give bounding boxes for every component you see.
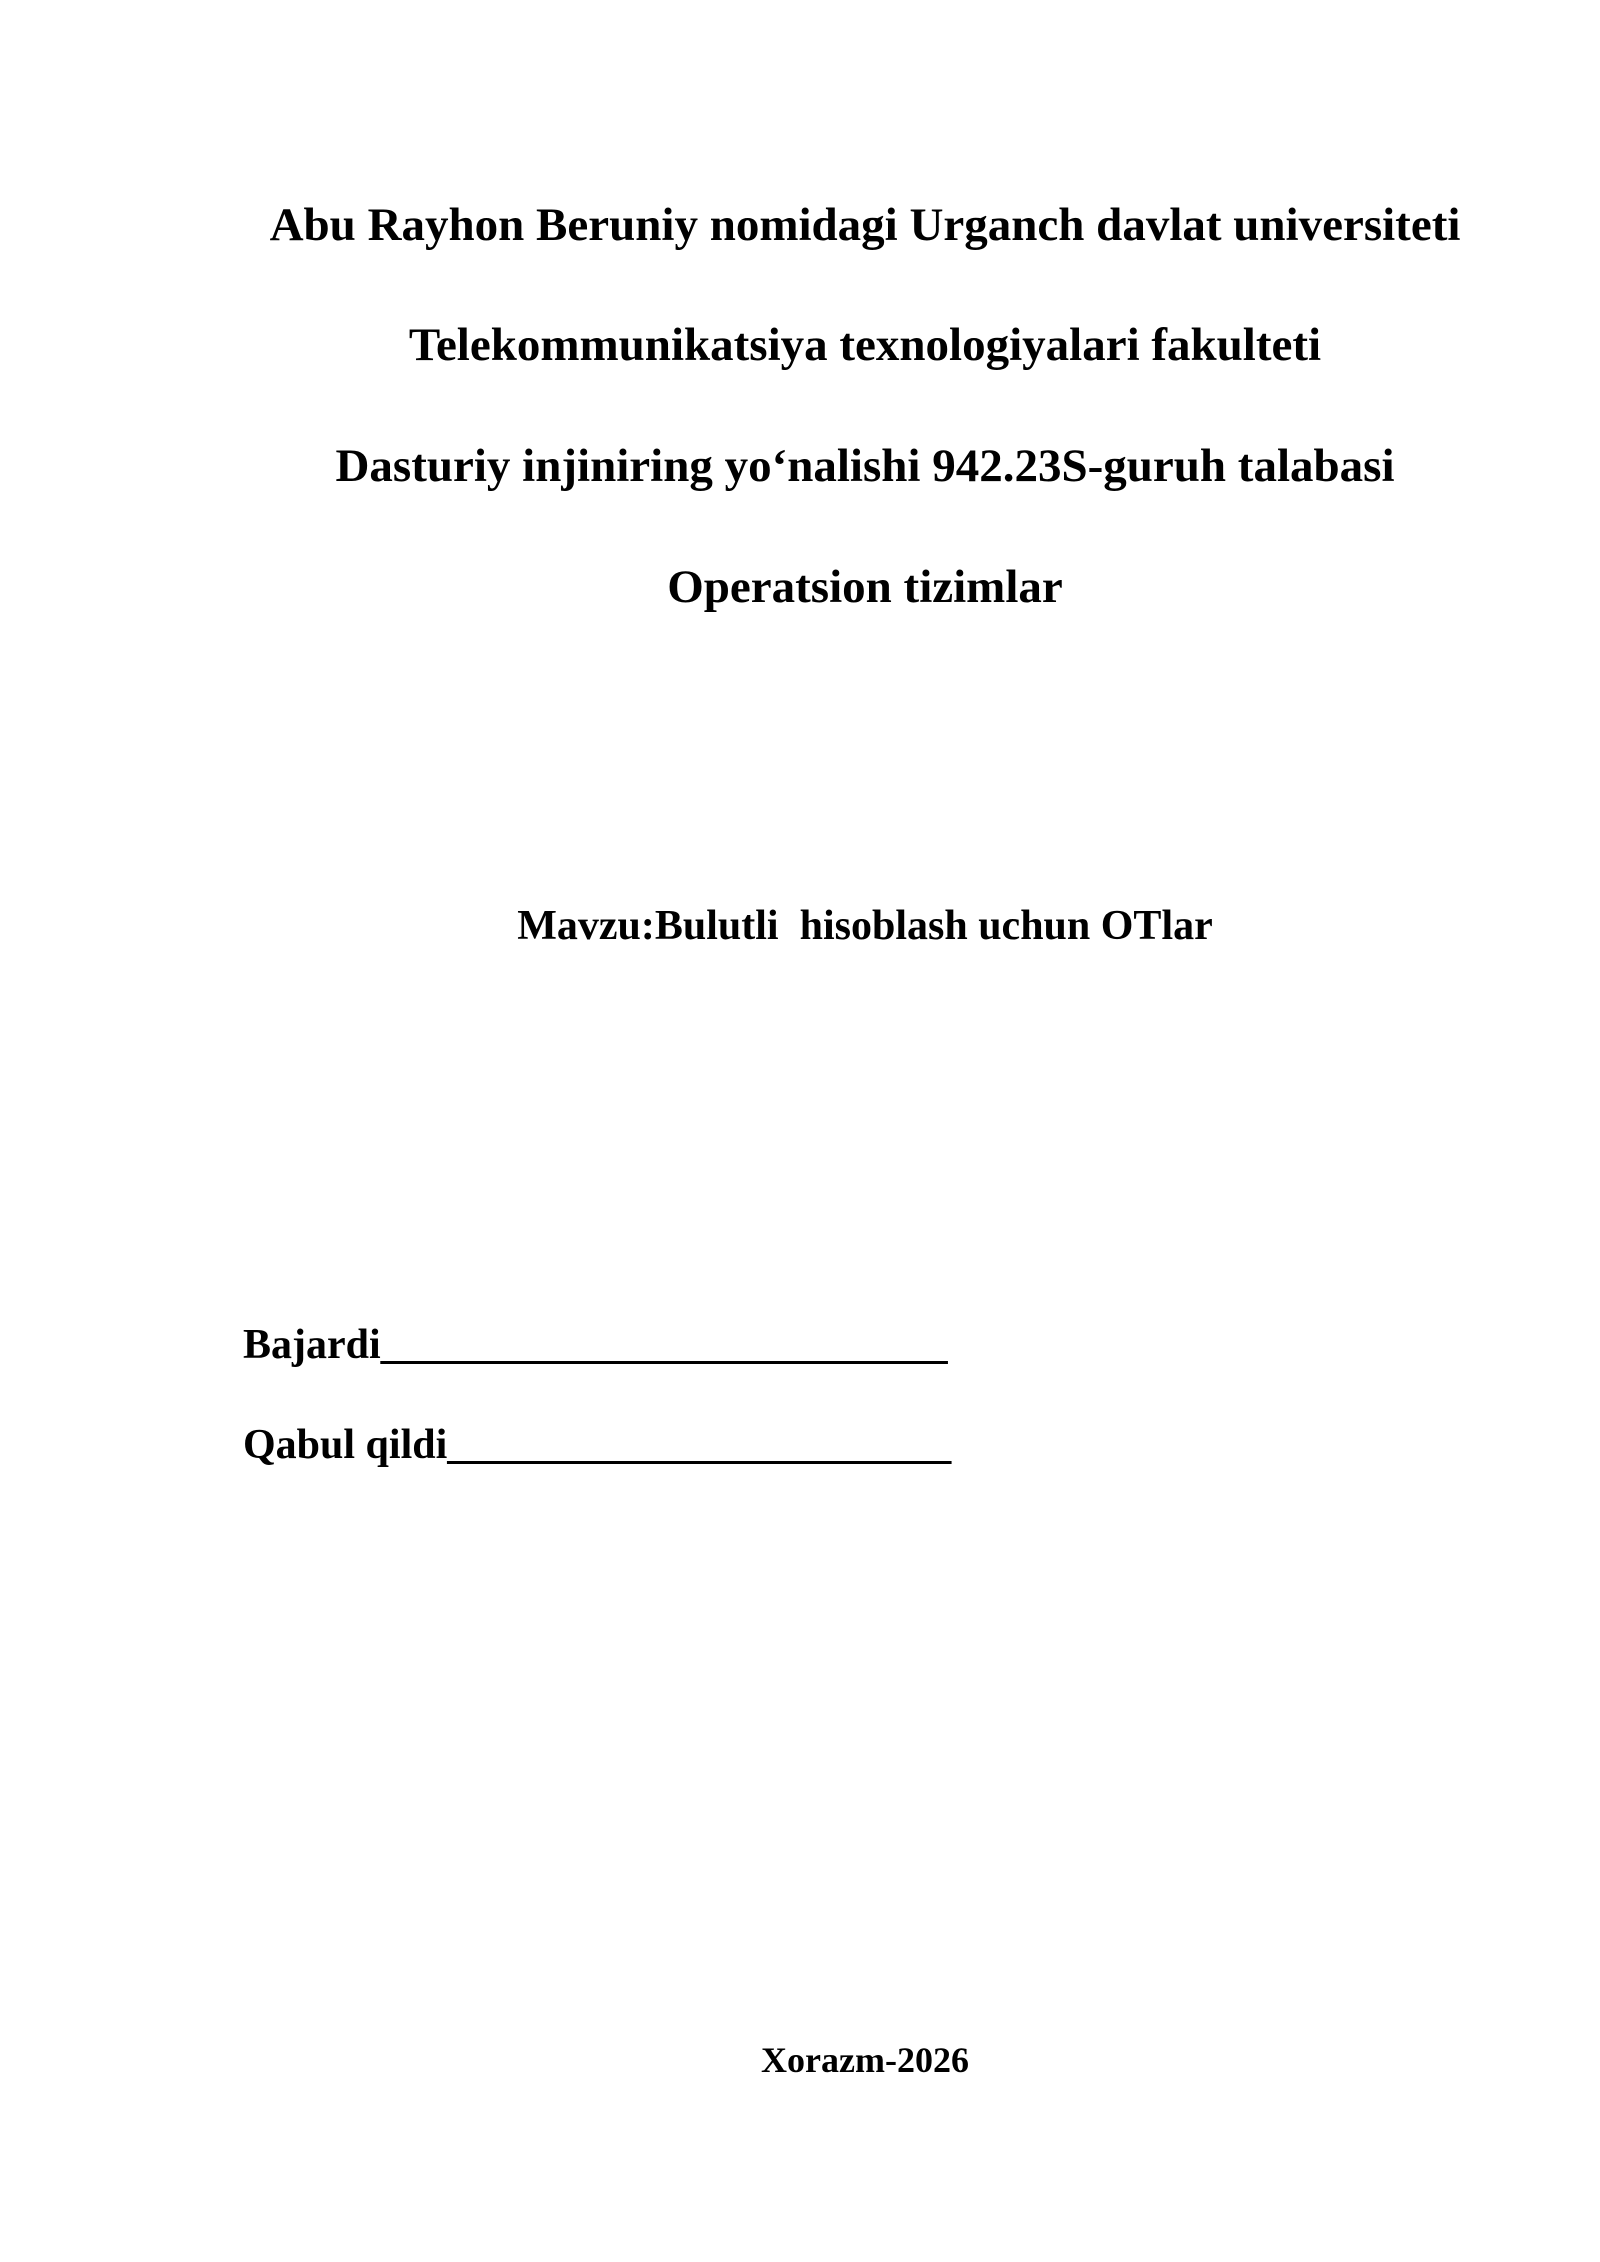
topic-line: Mavzu:Bulutli hisoblash uchun OTlar xyxy=(517,903,1213,949)
accepted-by-line: Qabul qildi________________________ xyxy=(243,1422,952,1468)
direction-line: Dasturiy injiniring yo‘nalishi 942.23S-guruh talabasi xyxy=(335,440,1395,492)
faculty-title: Telekommunikatsiya texnologiyalari fakulteti xyxy=(408,319,1322,371)
university-title: Abu Rayhon Beruniy nomidagi Urganch davlat universiteti xyxy=(269,199,1461,251)
subject-title: Operatsion tizimlar xyxy=(667,561,1063,613)
footer-place-year: Xorazm-2026 xyxy=(761,2040,969,2080)
performed-by-line: Bajardi___________________________ xyxy=(243,1322,948,1368)
